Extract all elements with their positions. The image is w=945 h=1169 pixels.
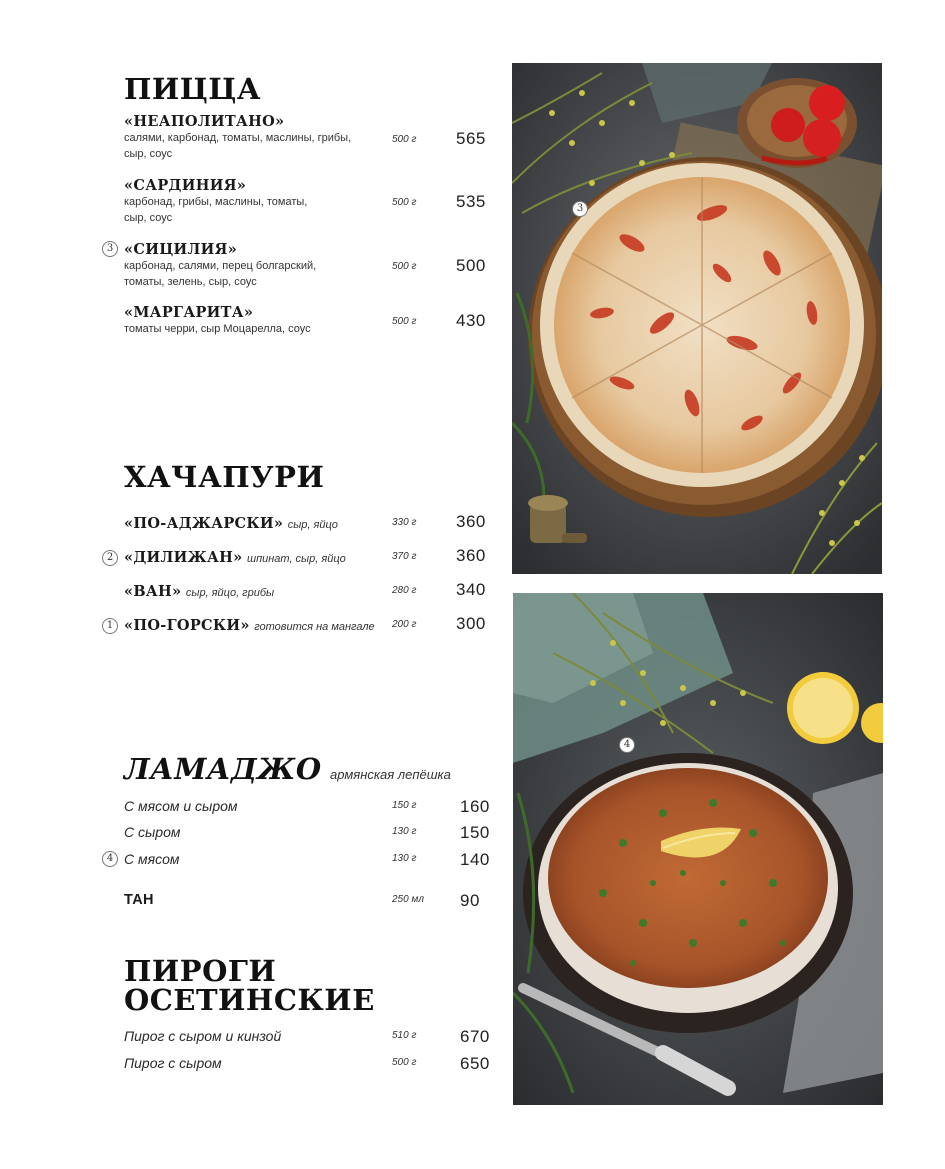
item-note: сыр, яйцо, грибы bbox=[185, 587, 275, 599]
menu-item-sardinia bbox=[124, 177, 307, 226]
item-desc-line: салями, карбонад, томаты, маслины, грибы, bbox=[124, 132, 352, 144]
pizza-photo bbox=[512, 63, 882, 574]
item-weight: 150 г bbox=[392, 800, 417, 811]
menu-item-sicily bbox=[124, 241, 316, 290]
item-name: С мясом и сыром bbox=[124, 798, 238, 814]
item-weight: 250 мл bbox=[392, 894, 424, 905]
item-price: 650 bbox=[460, 1054, 490, 1073]
photo-ref-badge: 4 bbox=[102, 851, 118, 867]
item-price: 670 bbox=[460, 1027, 490, 1046]
item-price: 500 bbox=[456, 256, 486, 275]
item-weight: 370 г bbox=[392, 551, 417, 562]
item-price: 140 bbox=[460, 850, 490, 869]
item-weight: 500 г bbox=[392, 1057, 417, 1068]
section-title-lamajo: ЛАМАДЖО bbox=[124, 752, 322, 786]
item-desc-line: сыр, соус bbox=[124, 212, 173, 224]
lamajo-photo bbox=[513, 593, 883, 1105]
item-price: 90 bbox=[460, 891, 480, 910]
item-desc-line: сыр, соус bbox=[124, 148, 173, 160]
item-name: «САРДИНИЯ» bbox=[124, 177, 247, 194]
section-title-pies-line2: ОСЕТИНСКИЕ bbox=[124, 983, 375, 1017]
item-name: Пирог с сыром bbox=[124, 1055, 222, 1071]
item-name: «СИЦИЛИЯ» bbox=[124, 241, 238, 258]
photo-ref-badge: 1 bbox=[102, 618, 118, 634]
photo-ref-badge: 4 bbox=[619, 737, 635, 753]
item-weight: 330 г bbox=[392, 517, 417, 528]
item-weight: 500 г bbox=[392, 134, 417, 145]
item-name: «ДИЛИЖАН» bbox=[124, 549, 243, 566]
item-price: 340 bbox=[456, 580, 486, 599]
item-name: «ПО-АДЖАРСКИ» bbox=[124, 515, 284, 532]
item-weight: 500 г bbox=[392, 197, 417, 208]
section-title-pizza: ПИЦЦА bbox=[124, 72, 261, 106]
item-price: 160 bbox=[460, 797, 490, 816]
menu-item-adjarian bbox=[124, 515, 338, 533]
item-note: шпинат, сыр, яйцо bbox=[246, 553, 346, 565]
item-name: «НЕАПОЛИТАНО» bbox=[124, 113, 285, 130]
item-desc-line: карбонад, салями, перец болгарский, bbox=[124, 260, 317, 272]
item-weight: 130 г bbox=[392, 826, 417, 837]
item-price: 150 bbox=[460, 823, 490, 842]
photo-ref-badge: 2 bbox=[102, 550, 118, 566]
section-title-khachapuri: ХАЧАПУРИ bbox=[124, 460, 325, 494]
item-price: 360 bbox=[456, 546, 486, 565]
item-weight: 130 г bbox=[392, 853, 417, 864]
item-price: 565 bbox=[456, 129, 486, 148]
menu-item-mountain bbox=[124, 617, 375, 635]
menu-item-margarita bbox=[124, 304, 311, 337]
section-title-pies-line1: ПИРОГИ bbox=[124, 954, 277, 988]
item-weight: 500 г bbox=[392, 316, 417, 327]
section-header-lamajo bbox=[124, 754, 451, 784]
item-desc-line: томаты, зелень, сыр, соус bbox=[124, 276, 257, 288]
item-note: готовится на мангале bbox=[254, 621, 375, 633]
item-weight: 500 г bbox=[392, 261, 417, 272]
item-price: 430 bbox=[456, 311, 486, 330]
item-weight: 510 г bbox=[392, 1030, 417, 1041]
item-name: «МАРГАРИТА» bbox=[124, 304, 254, 321]
photo-ref-badge: 3 bbox=[102, 241, 118, 257]
item-name: Пирог с сыром и кинзой bbox=[124, 1028, 282, 1044]
menu-item-van bbox=[124, 583, 274, 601]
menu-item-neapolitano bbox=[124, 113, 351, 162]
menu-item-dilijan bbox=[124, 549, 346, 567]
photo-ref-badge: 3 bbox=[572, 201, 588, 217]
item-name: «ПО-ГОРСКИ» bbox=[124, 617, 250, 634]
item-name: С сыром bbox=[124, 824, 181, 840]
item-price: 535 bbox=[456, 192, 486, 211]
item-weight: 200 г bbox=[392, 619, 417, 630]
item-note: сыр, яйцо bbox=[287, 519, 338, 531]
item-desc-line: карбонад, грибы, маслины, томаты, bbox=[124, 196, 308, 208]
section-subtitle: армянская лепёшка bbox=[330, 767, 451, 782]
item-name-tan: ТАН bbox=[124, 892, 154, 908]
item-name: «ВАН» bbox=[124, 583, 182, 600]
item-price: 300 bbox=[456, 614, 486, 633]
item-price: 360 bbox=[456, 512, 486, 531]
item-desc-line: томаты черри, сыр Моцарелла, соус bbox=[124, 323, 311, 335]
item-name: С мясом bbox=[124, 851, 180, 867]
item-weight: 280 г bbox=[392, 585, 417, 596]
